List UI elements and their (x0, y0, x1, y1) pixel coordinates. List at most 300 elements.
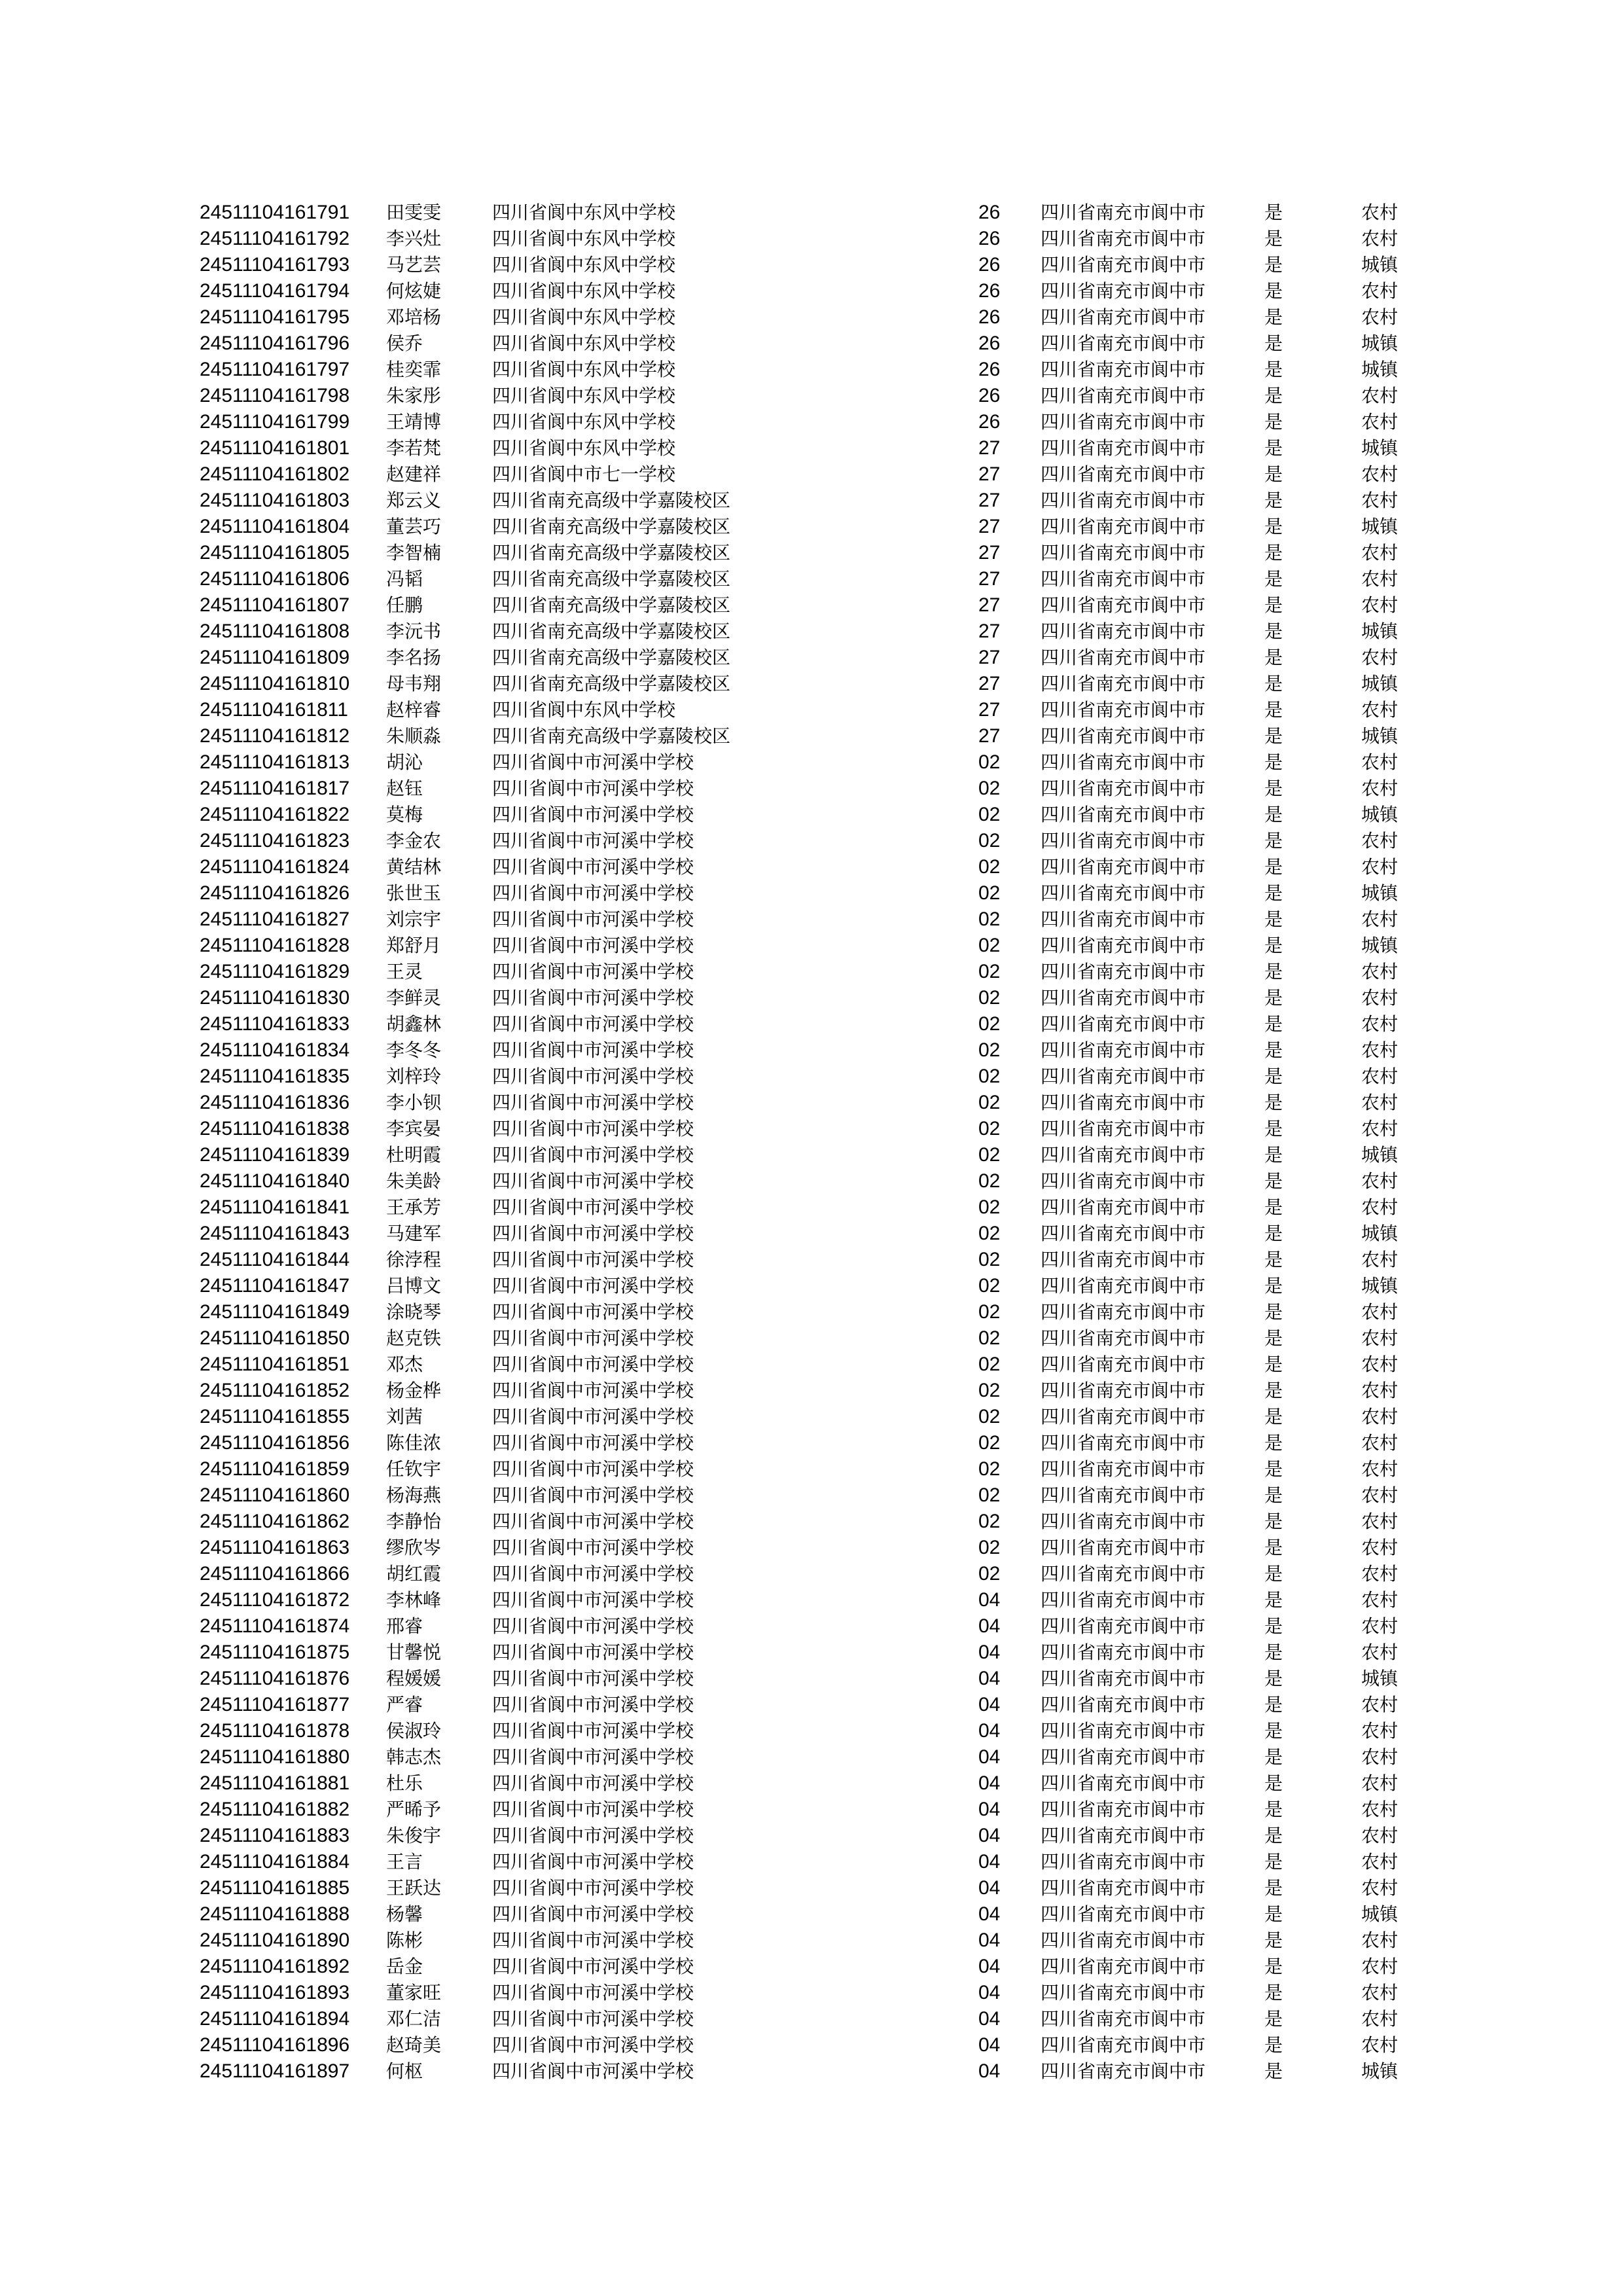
table-row (0, 1090, 1623, 1116)
table-row (0, 854, 1623, 880)
table-row (0, 959, 1623, 985)
flag-cell: 是 (1264, 699, 1283, 721)
student-id-cell: 24511104161847 (200, 1275, 350, 1297)
region-cell: 四川省南充市阆中市 (1041, 2060, 1206, 2082)
student-id-cell: 24511104161798 (200, 385, 350, 406)
student-name-cell: 郑舒月 (386, 935, 442, 956)
flag-cell: 是 (1264, 1720, 1283, 1742)
student-name-cell: 徐浡程 (386, 1249, 442, 1270)
area-type-cell: 农村 (1361, 2008, 1399, 2030)
region-cell: 四川省南充市阆中市 (1041, 908, 1206, 930)
table-row (0, 1640, 1623, 1666)
student-id-cell: 24511104161813 (200, 751, 350, 773)
class-code-cell: 02 (978, 1275, 1001, 1297)
student-name-cell: 杨馨 (386, 1903, 423, 1925)
school-cell: 四川省阆中东风中学校 (492, 411, 676, 433)
table-row (0, 1901, 1623, 1928)
table-row (0, 906, 1623, 933)
class-code-cell: 26 (978, 254, 1001, 276)
region-cell: 四川省南充市阆中市 (1041, 594, 1206, 616)
table-row (0, 2058, 1623, 2085)
table-row (0, 645, 1623, 671)
school-cell: 四川省阆中东风中学校 (492, 699, 676, 721)
table-row (0, 1221, 1623, 1247)
student-name-cell: 李冬冬 (386, 1039, 442, 1061)
flag-cell: 是 (1264, 2060, 1283, 2082)
school-cell: 四川省阆中市河溪中学校 (492, 1982, 694, 2003)
student-name-cell: 甘馨悦 (386, 1641, 442, 1663)
area-type-cell: 农村 (1361, 1929, 1399, 1951)
student-name-cell: 李鲜灵 (386, 987, 442, 1009)
region-cell: 四川省南充市阆中市 (1041, 961, 1206, 982)
flag-cell: 是 (1264, 751, 1283, 773)
class-code-cell: 26 (978, 306, 1001, 328)
student-name-cell: 赵琦美 (386, 2034, 442, 2056)
area-type-cell: 城镇 (1361, 935, 1399, 956)
class-code-cell: 04 (978, 1668, 1001, 1689)
table-row (0, 592, 1623, 619)
school-cell: 四川省阆中市河溪中学校 (492, 1641, 694, 1663)
class-code-cell: 27 (978, 594, 1001, 616)
table-row (0, 488, 1623, 514)
class-code-cell: 26 (978, 359, 1001, 380)
student-name-cell: 陈佳浓 (386, 1432, 442, 1454)
table-row (0, 1954, 1623, 1980)
class-code-cell: 02 (978, 1066, 1001, 1087)
flag-cell: 是 (1264, 1851, 1283, 1873)
class-code-cell: 02 (978, 1406, 1001, 1427)
student-id-cell: 24511104161812 (200, 725, 350, 747)
class-code-cell: 27 (978, 437, 1001, 459)
flag-cell: 是 (1264, 1956, 1283, 1977)
class-code-cell: 02 (978, 1458, 1001, 1480)
flag-cell: 是 (1264, 306, 1283, 328)
school-cell: 四川省阆中市河溪中学校 (492, 1092, 694, 1113)
flag-cell: 是 (1264, 1563, 1283, 1585)
student-id-cell: 24511104161874 (200, 1615, 350, 1637)
region-cell: 四川省南充市阆中市 (1041, 1615, 1206, 1637)
class-code-cell: 04 (978, 1720, 1001, 1742)
school-cell: 四川省阆中市河溪中学校 (492, 1851, 694, 1873)
class-code-cell: 04 (978, 1903, 1001, 1925)
table-row (0, 1194, 1623, 1221)
student-id-cell: 24511104161830 (200, 987, 350, 1009)
region-cell: 四川省南充市阆中市 (1041, 1170, 1206, 1192)
area-type-cell: 农村 (1361, 1851, 1399, 1873)
region-cell: 四川省南充市阆中市 (1041, 778, 1206, 799)
student-name-cell: 王灵 (386, 961, 423, 982)
table-row (0, 1352, 1623, 1378)
flag-cell: 是 (1264, 1484, 1283, 1506)
class-code-cell: 27 (978, 463, 1001, 485)
student-name-cell: 李金农 (386, 830, 442, 852)
area-type-cell: 农村 (1361, 1825, 1399, 1846)
region-cell: 四川省南充市阆中市 (1041, 568, 1206, 590)
student-name-cell: 王承芳 (386, 1196, 442, 1218)
area-type-cell: 农村 (1361, 830, 1399, 852)
class-code-cell: 02 (978, 961, 1001, 982)
school-cell: 四川省南充高级中学嘉陵校区 (492, 568, 731, 590)
school-cell: 四川省阆中市河溪中学校 (492, 1772, 694, 1794)
student-name-cell: 程媛媛 (386, 1668, 442, 1689)
student-id-cell: 24511104161826 (200, 882, 350, 904)
region-cell: 四川省南充市阆中市 (1041, 359, 1206, 380)
school-cell: 四川省阆中市河溪中学校 (492, 2008, 694, 2030)
flag-cell: 是 (1264, 1799, 1283, 1820)
student-name-cell: 王靖博 (386, 411, 442, 433)
region-cell: 四川省南充市阆中市 (1041, 1772, 1206, 1794)
school-cell: 四川省南充高级中学嘉陵校区 (492, 673, 731, 694)
class-code-cell: 02 (978, 1563, 1001, 1585)
student-name-cell: 刘茜 (386, 1406, 423, 1427)
flag-cell: 是 (1264, 1406, 1283, 1427)
flag-cell: 是 (1264, 1432, 1283, 1454)
flag-cell: 是 (1264, 1511, 1283, 1532)
area-type-cell: 农村 (1361, 1249, 1399, 1270)
area-type-cell: 农村 (1361, 699, 1399, 721)
student-name-cell: 张世玉 (386, 882, 442, 904)
school-cell: 四川省阆中市河溪中学校 (492, 1877, 694, 1899)
region-cell: 四川省南充市阆中市 (1041, 202, 1206, 223)
region-cell: 四川省南充市阆中市 (1041, 280, 1206, 302)
table-row (0, 1692, 1623, 1718)
area-type-cell: 农村 (1361, 647, 1399, 668)
school-cell: 四川省阆中东风中学校 (492, 332, 676, 354)
area-type-cell: 农村 (1361, 1746, 1399, 1768)
student-name-cell: 马建军 (386, 1223, 442, 1244)
region-cell: 四川省南充市阆中市 (1041, 1982, 1206, 2003)
table-row (0, 1587, 1623, 1613)
school-cell: 四川省阆中市河溪中学校 (492, 961, 694, 982)
student-name-cell: 朱俊宇 (386, 1825, 442, 1846)
class-code-cell: 04 (978, 2008, 1001, 2030)
student-id-cell: 24511104161794 (200, 280, 350, 302)
region-cell: 四川省南充市阆中市 (1041, 1851, 1206, 1873)
student-name-cell: 严睿 (386, 1694, 423, 1715)
student-name-cell: 岳金 (386, 1956, 423, 1977)
flag-cell: 是 (1264, 1982, 1283, 2003)
flag-cell: 是 (1264, 385, 1283, 406)
student-id-cell: 24511104161863 (200, 1537, 350, 1558)
student-id-cell: 24511104161834 (200, 1039, 350, 1061)
area-type-cell: 农村 (1361, 385, 1399, 406)
area-type-cell: 农村 (1361, 1092, 1399, 1113)
student-name-cell: 涂晓琴 (386, 1301, 442, 1323)
area-type-cell: 城镇 (1361, 1223, 1399, 1244)
table-row (0, 1378, 1623, 1404)
class-code-cell: 04 (978, 1694, 1001, 1715)
region-cell: 四川省南充市阆中市 (1041, 1327, 1206, 1349)
table-row (0, 1456, 1623, 1482)
student-name-cell: 董家旺 (386, 1982, 442, 2003)
flag-cell: 是 (1264, 1013, 1283, 1035)
class-code-cell: 04 (978, 1746, 1001, 1768)
area-type-cell: 农村 (1361, 1196, 1399, 1218)
student-id-cell: 24511104161881 (200, 1772, 350, 1794)
student-id-cell: 24511104161872 (200, 1589, 350, 1611)
class-code-cell: 02 (978, 1092, 1001, 1113)
flag-cell: 是 (1264, 778, 1283, 799)
student-table (0, 200, 1623, 2085)
area-type-cell: 农村 (1361, 1484, 1399, 1506)
area-type-cell: 城镇 (1361, 516, 1399, 537)
student-id-cell: 24511104161795 (200, 306, 350, 328)
school-cell: 四川省阆中市河溪中学校 (492, 1563, 694, 1585)
student-id-cell: 24511104161852 (200, 1380, 350, 1401)
student-id-cell: 24511104161855 (200, 1406, 350, 1427)
area-type-cell: 农村 (1361, 1170, 1399, 1192)
area-type-cell: 农村 (1361, 306, 1399, 328)
table-row (0, 409, 1623, 435)
region-cell: 四川省南充市阆中市 (1041, 1196, 1206, 1218)
school-cell: 四川省阆中东风中学校 (492, 280, 676, 302)
area-type-cell: 城镇 (1361, 254, 1399, 276)
student-name-cell: 赵钰 (386, 778, 423, 799)
school-cell: 四川省阆中市河溪中学校 (492, 1301, 694, 1323)
school-cell: 四川省南充高级中学嘉陵校区 (492, 620, 731, 642)
region-cell: 四川省南充市阆中市 (1041, 647, 1206, 668)
class-code-cell: 02 (978, 1537, 1001, 1558)
table-row (0, 1037, 1623, 1064)
flag-cell: 是 (1264, 1903, 1283, 1925)
school-cell: 四川省阆中市河溪中学校 (492, 1432, 694, 1454)
area-type-cell: 城镇 (1361, 804, 1399, 825)
flag-cell: 是 (1264, 594, 1283, 616)
flag-cell: 是 (1264, 1196, 1283, 1218)
table-row (0, 1797, 1623, 1823)
student-id-cell: 24511104161810 (200, 673, 350, 694)
region-cell: 四川省南充市阆中市 (1041, 1563, 1206, 1585)
region-cell: 四川省南充市阆中市 (1041, 490, 1206, 511)
school-cell: 四川省阆中市河溪中学校 (492, 1825, 694, 1846)
table-row (0, 1273, 1623, 1299)
region-cell: 四川省南充市阆中市 (1041, 1066, 1206, 1087)
school-cell: 四川省阆中东风中学校 (492, 437, 676, 459)
area-type-cell: 城镇 (1361, 2060, 1399, 2082)
flag-cell: 是 (1264, 1746, 1283, 1768)
student-id-cell: 24511104161844 (200, 1249, 350, 1270)
flag-cell: 是 (1264, 280, 1283, 302)
flag-cell: 是 (1264, 1327, 1283, 1349)
school-cell: 四川省阆中市河溪中学校 (492, 856, 694, 878)
school-cell: 四川省阆中市河溪中学校 (492, 1799, 694, 1820)
region-cell: 四川省南充市阆中市 (1041, 1484, 1206, 1506)
school-cell: 四川省南充高级中学嘉陵校区 (492, 542, 731, 564)
school-cell: 四川省阆中东风中学校 (492, 228, 676, 249)
flag-cell: 是 (1264, 568, 1283, 590)
class-code-cell: 02 (978, 1249, 1001, 1270)
region-cell: 四川省南充市阆中市 (1041, 254, 1206, 276)
table-row (0, 383, 1623, 409)
student-id-cell: 24511104161839 (200, 1144, 350, 1166)
class-code-cell: 04 (978, 1615, 1001, 1637)
school-cell: 四川省阆中市河溪中学校 (492, 1668, 694, 1689)
student-id-cell: 24511104161892 (200, 1956, 350, 1977)
student-name-cell: 赵梓睿 (386, 699, 442, 721)
school-cell: 四川省阆中市河溪中学校 (492, 2034, 694, 2056)
flag-cell: 是 (1264, 830, 1283, 852)
student-id-cell: 24511104161829 (200, 961, 350, 982)
student-name-cell: 郑云义 (386, 490, 442, 511)
school-cell: 四川省阆中市河溪中学校 (492, 1196, 694, 1218)
student-id-cell: 24511104161797 (200, 359, 350, 380)
area-type-cell: 农村 (1361, 1118, 1399, 1139)
flag-cell: 是 (1264, 516, 1283, 537)
student-name-cell: 李智楠 (386, 542, 442, 564)
flag-cell: 是 (1264, 1877, 1283, 1899)
student-id-cell: 24511104161876 (200, 1668, 350, 1689)
student-name-cell: 李若梵 (386, 437, 442, 459)
flag-cell: 是 (1264, 202, 1283, 223)
school-cell: 四川省阆中市河溪中学校 (492, 935, 694, 956)
region-cell: 四川省南充市阆中市 (1041, 2008, 1206, 2030)
area-type-cell: 农村 (1361, 1301, 1399, 1323)
school-cell: 四川省阆中市河溪中学校 (492, 1746, 694, 1768)
table-row (0, 566, 1623, 592)
table-row (0, 1849, 1623, 1875)
school-cell: 四川省阆中市河溪中学校 (492, 1537, 694, 1558)
class-code-cell: 02 (978, 1432, 1001, 1454)
school-cell: 四川省阆中市河溪中学校 (492, 1458, 694, 1480)
table-row (0, 1613, 1623, 1640)
student-name-cell: 李静怡 (386, 1511, 442, 1532)
table-row (0, 1875, 1623, 1901)
table-row (0, 1011, 1623, 1037)
student-name-cell: 胡红霞 (386, 1563, 442, 1585)
student-name-cell: 朱美龄 (386, 1170, 442, 1192)
school-cell: 四川省阆中东风中学校 (492, 254, 676, 276)
area-type-cell: 农村 (1361, 2034, 1399, 2056)
table-row (0, 357, 1623, 383)
region-cell: 四川省南充市阆中市 (1041, 228, 1206, 249)
table-row (0, 1980, 1623, 2006)
table-row (0, 671, 1623, 697)
table-row (0, 1168, 1623, 1194)
student-name-cell: 侯淑玲 (386, 1720, 442, 1742)
student-name-cell: 杜乐 (386, 1772, 423, 1794)
region-cell: 四川省南充市阆中市 (1041, 1877, 1206, 1899)
region-cell: 四川省南充市阆中市 (1041, 935, 1206, 956)
region-cell: 四川省南充市阆中市 (1041, 1039, 1206, 1061)
table-row (0, 200, 1623, 226)
school-cell: 四川省阆中市河溪中学校 (492, 1406, 694, 1427)
region-cell: 四川省南充市阆中市 (1041, 1013, 1206, 1035)
class-code-cell: 04 (978, 2060, 1001, 2082)
flag-cell: 是 (1264, 1668, 1283, 1689)
class-code-cell: 02 (978, 882, 1001, 904)
student-id-cell: 24511104161860 (200, 1484, 350, 1506)
student-id-cell: 24511104161884 (200, 1851, 350, 1873)
area-type-cell: 农村 (1361, 228, 1399, 249)
region-cell: 四川省南充市阆中市 (1041, 1589, 1206, 1611)
flag-cell: 是 (1264, 673, 1283, 694)
table-row (0, 278, 1623, 304)
region-cell: 四川省南充市阆中市 (1041, 1694, 1206, 1715)
table-row (0, 1535, 1623, 1561)
table-row (0, 252, 1623, 278)
class-code-cell: 27 (978, 542, 1001, 564)
student-id-cell: 24511104161882 (200, 1799, 350, 1820)
student-id-cell: 24511104161803 (200, 490, 350, 511)
student-name-cell: 缪欣岑 (386, 1537, 442, 1558)
school-cell: 四川省阆中市河溪中学校 (492, 1327, 694, 1349)
class-code-cell: 27 (978, 516, 1001, 537)
area-type-cell: 农村 (1361, 1641, 1399, 1663)
student-id-cell: 24511104161792 (200, 228, 350, 249)
table-row (0, 1247, 1623, 1273)
area-type-cell: 城镇 (1361, 620, 1399, 642)
student-id-cell: 24511104161802 (200, 463, 350, 485)
student-name-cell: 田雯雯 (386, 202, 442, 223)
flag-cell: 是 (1264, 1641, 1283, 1663)
region-cell: 四川省南充市阆中市 (1041, 1275, 1206, 1297)
table-row (0, 1325, 1623, 1352)
class-code-cell: 02 (978, 804, 1001, 825)
area-type-cell: 城镇 (1361, 1275, 1399, 1297)
table-row (0, 697, 1623, 723)
region-cell: 四川省南充市阆中市 (1041, 804, 1206, 825)
flag-cell: 是 (1264, 1170, 1283, 1192)
area-type-cell: 农村 (1361, 1039, 1399, 1061)
student-name-cell: 朱顺淼 (386, 725, 442, 747)
school-cell: 四川省阆中东风中学校 (492, 385, 676, 406)
region-cell: 四川省南充市阆中市 (1041, 987, 1206, 1009)
region-cell: 四川省南充市阆中市 (1041, 332, 1206, 354)
area-type-cell: 农村 (1361, 280, 1399, 302)
school-cell: 四川省阆中市河溪中学校 (492, 1354, 694, 1375)
student-id-cell: 24511104161799 (200, 411, 350, 433)
school-cell: 四川省阆中市河溪中学校 (492, 778, 694, 799)
student-id-cell: 24511104161878 (200, 1720, 350, 1742)
table-row (0, 304, 1623, 331)
region-cell: 四川省南充市阆中市 (1041, 542, 1206, 564)
school-cell: 四川省阆中东风中学校 (492, 202, 676, 223)
area-type-cell: 农村 (1361, 751, 1399, 773)
class-code-cell: 02 (978, 1301, 1001, 1323)
area-type-cell: 城镇 (1361, 882, 1399, 904)
region-cell: 四川省南充市阆中市 (1041, 699, 1206, 721)
student-name-cell: 冯韬 (386, 568, 423, 590)
flag-cell: 是 (1264, 1092, 1283, 1113)
student-id-cell: 24511104161806 (200, 568, 350, 590)
table-row (0, 1404, 1623, 1430)
school-cell: 四川省南充高级中学嘉陵校区 (492, 725, 731, 747)
student-id-cell: 24511104161828 (200, 935, 350, 956)
table-row (0, 226, 1623, 252)
student-name-cell: 邓培杨 (386, 306, 442, 328)
region-cell: 四川省南充市阆中市 (1041, 385, 1206, 406)
region-cell: 四川省南充市阆中市 (1041, 306, 1206, 328)
student-id-cell: 24511104161856 (200, 1432, 350, 1454)
region-cell: 四川省南充市阆中市 (1041, 1301, 1206, 1323)
class-code-cell: 02 (978, 1144, 1001, 1166)
student-name-cell: 王言 (386, 1851, 423, 1873)
area-type-cell: 农村 (1361, 1982, 1399, 2003)
student-id-cell: 24511104161888 (200, 1903, 350, 1925)
student-id-cell: 24511104161850 (200, 1327, 350, 1349)
table-row (0, 2006, 1623, 2032)
school-cell: 四川省阆中市河溪中学校 (492, 1170, 694, 1192)
table-row (0, 2032, 1623, 2058)
student-id-cell: 24511104161893 (200, 1982, 350, 2003)
class-code-cell: 02 (978, 1039, 1001, 1061)
table-row (0, 1718, 1623, 1744)
region-cell: 四川省南充市阆中市 (1041, 1118, 1206, 1139)
class-code-cell: 04 (978, 1799, 1001, 1820)
school-cell: 四川省阆中市七一学校 (492, 463, 676, 485)
region-cell: 四川省南充市阆中市 (1041, 1249, 1206, 1270)
area-type-cell: 农村 (1361, 1537, 1399, 1558)
